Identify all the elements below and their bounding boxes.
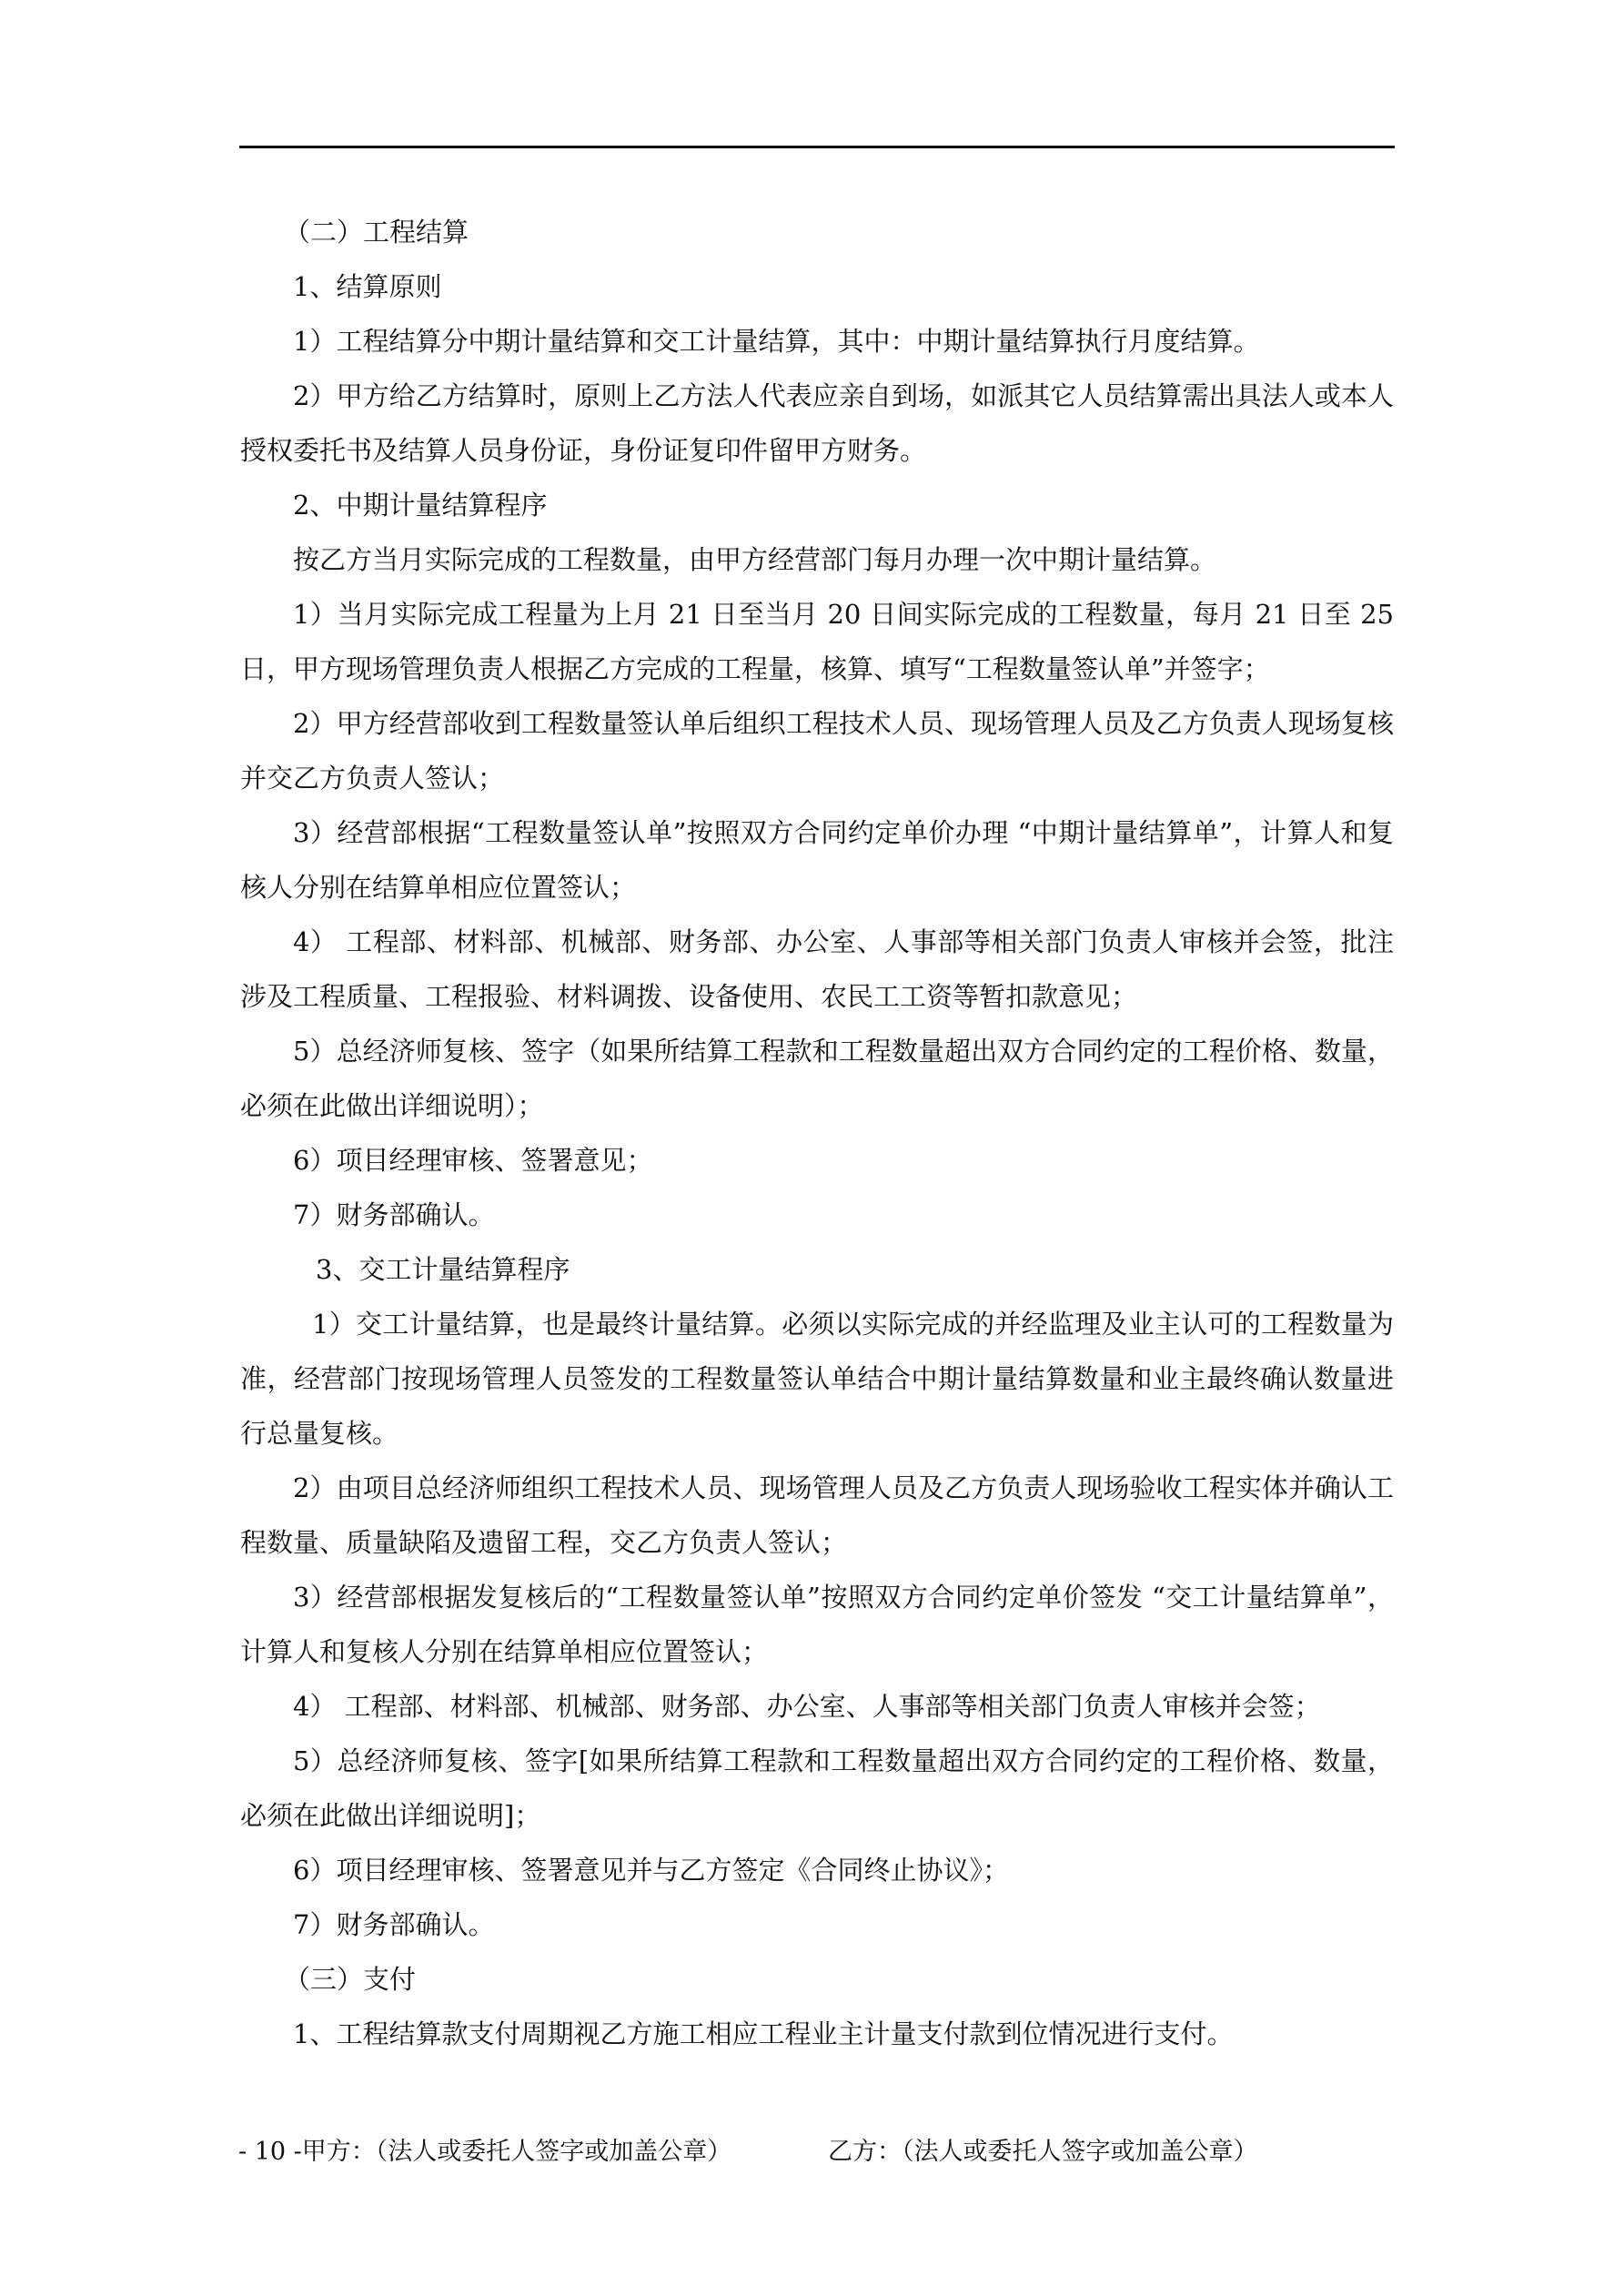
document-body bbox=[240, 205, 1394, 2061]
subheading-handover-procedure: 3、交工计量结算程序 bbox=[316, 1254, 570, 1285]
section-heading-payment: （三）支付 bbox=[284, 1964, 417, 1995]
paragraph: 2）甲方经营部收到工程数量签认单后组织工程技术人员、现场管理人员及乙方负责人现场复核并交乙方负责人签认； bbox=[240, 708, 1394, 794]
paragraph: 4） 工程部、材料部、机械部、财务部、办公室、人事部等相关部门负责人审核并会签； bbox=[293, 1691, 1321, 1722]
paragraph: 1）工程结算分中期计量结算和交工计量结算，其中：中期计量结算执行月度结算。 bbox=[293, 326, 1260, 357]
footer-party-b-signature: 乙方：（法人或委托人签字或加盖公章） bbox=[828, 2138, 1258, 2166]
paragraph: 2）甲方给乙方结算时，原则上乙方法人代表应亲自到场，如派其它人员结算需出具法人或本人授权委托书及结算人员身份证，身份证复印件留甲方财务。 bbox=[240, 380, 1394, 466]
paragraph: 1、工程结算款支付周期视乙方施工相应工程业主计量支付款到位情况进行支付。 bbox=[293, 2018, 1234, 2049]
paragraph: 1）交工计量结算，也是最终计量结算。必须以实际完成的并经监理及业主认可的工程数量为准，经营部门按现场管理人员签发的工程数量签认单结合中期计量结算数量和业主最终确认数量进行总量复核。 bbox=[240, 1309, 1394, 1449]
paragraph: 6）项目经理审核、签署意见； bbox=[293, 1145, 653, 1176]
paragraph: 按乙方当月实际完成的工程数量，由甲方经营部门每月办理一次中期计量结算。 bbox=[293, 544, 1217, 575]
paragraph: 7）财务部确认。 bbox=[293, 1909, 495, 1940]
subheading-interim-procedure: 2、中期计量结算程序 bbox=[293, 490, 548, 521]
paragraph: 7）财务部确认。 bbox=[293, 1199, 495, 1230]
paragraph: 1）当月实际完成工程量为上月 21 日至当月 20 日间实际完成的工程数量，每月 21 日至 25 日，甲方现场管理负责人根据乙方完成的工程量，核算、填写“工程数量签认单”并签字； bbox=[240, 599, 1394, 684]
section-heading-settlement: （二）工程结算 bbox=[284, 217, 469, 248]
header-rule bbox=[239, 146, 1395, 148]
paragraph: 2）由项目总经济师组织工程技术人员、现场管理人员及乙方负责人现场验收工程实体并确认工程数量、质量缺陷及遗留工程，交乙方负责人签认； bbox=[240, 1472, 1394, 1558]
paragraph: 4） 工程部、材料部、机械部、财务部、办公室、人事部等相关部门负责人审核并会签，批注涉及工程质量、工程报验、材料调拨、设备使用、农民工工资等暂扣款意见； bbox=[240, 926, 1394, 1012]
subheading-principles: 1、结算原则 bbox=[293, 271, 442, 302]
paragraph: 3）经营部根据发复核后的“工程数量签认单”按照双方合同约定单价签发 “交工计量结算单”，计算人和复核人分别在结算单相应位置签认； bbox=[240, 1582, 1394, 1667]
paragraph: 5）总经济师复核、签字[如果所结算工程款和工程数量超出双方合同约定的工程价格、数量，必须在此做出详细说明]； bbox=[240, 1745, 1394, 1831]
footer-party-a-signature: - 10 -甲方：（法人或委托人签字或加盖公章） bbox=[238, 2138, 732, 2166]
paragraph: 5）总经济师复核、签字（如果所结算工程款和工程数量超出双方合同约定的工程价格、数量，必须在此做出详细说明）； bbox=[240, 1036, 1394, 1121]
paragraph: 3）经营部根据“工程数量签认单”按照双方合同约定单价办理 “中期计量结算单”，计算人和复核人分别在结算单相应位置签认； bbox=[240, 817, 1394, 903]
paragraph: 6）项目经理审核、签署意见并与乙方签定《合同终止协议》； bbox=[293, 1855, 1009, 1886]
